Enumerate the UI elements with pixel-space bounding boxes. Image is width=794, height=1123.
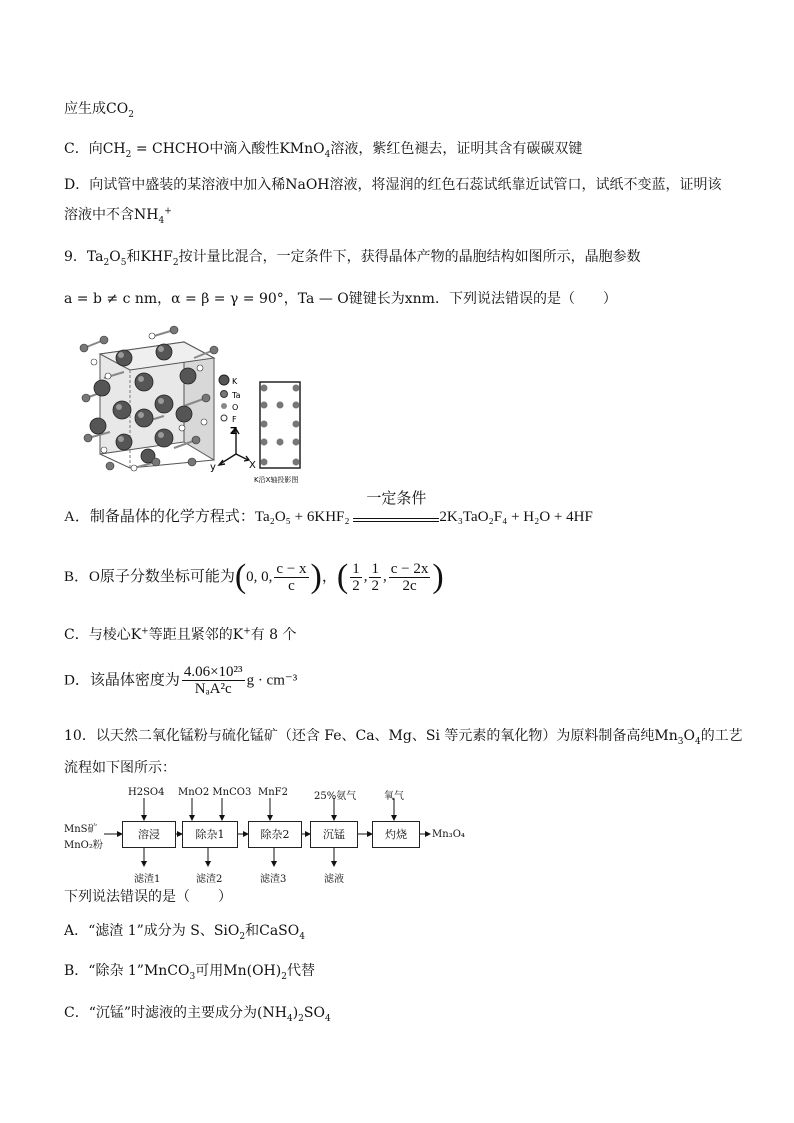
q10-question: 下列说法错误的是（ ） [64,889,232,905]
step-calcination: 灼烧 [372,821,420,848]
filtrate: 滤液 [324,874,344,885]
q10-option-a: A．“滤渣 1”成分为 S、SiO$_2$和CaSO$_4$ [64,923,305,942]
input-mns-ore: MnS矿 [64,824,98,835]
residue-2: 滤渣2 [196,874,223,885]
axis-z-label: Z [230,426,238,437]
reagent-mnf2: MnF2 [258,787,288,798]
q9-stem-line1: 9．$Ta_2O_5$和$KHF_2$按计量比混合，一定条件下，获得晶体产物的晶胞结构如图所示，晶胞参数 [64,249,641,268]
legend-k: K [232,377,238,386]
legend-f: F [232,415,237,424]
projection-caption: K沿X轴投影图 [254,476,299,484]
input-mno2-powder: MnO₂粉 [64,840,103,851]
axis-x-label: X [249,460,256,471]
reaction-condition: 一定条件 [366,490,427,507]
reagent-oxygen: 氧气 [384,791,404,802]
q9-stem-line2: a = b ≠ c nm，α = β = γ = 90°，Ta — O键键长为xnm．下列说法错误的是（ ） [64,291,617,307]
k-projection-diagram [260,382,300,468]
q10-option-b: B．“除杂 1”MnCO$_3$可用$Mn(OH)_2$代替 [64,963,315,982]
q10-stem-line1: 10．以天然二氧化锰粉与硫化锰矿（还含 Fe、Ca、Mg、Si 等元素的氧化物）为原料制备高纯$Mn_3O_4$的工艺 [64,728,743,747]
q8-option-d-line1: D．向试管中盛装的某溶液中加入稀NaOH溶液，将湿润的红色石蕊试纸靠近试管口，试纸不变蓝，证明该 [64,177,722,193]
q10-option-c: C．“沉锰”时滤液的主要成分为$(NH_4)_2SO_4$ [64,1005,331,1024]
legend-ta: Ta [232,391,241,400]
unit-cell-drawing [80,326,218,471]
reagent-ammonia: 25%氨气 [314,791,357,802]
legend-o: O [232,403,239,412]
atom-legend [219,375,241,424]
axis-y-label: y [210,462,216,473]
q9-option-a: A．制备晶体的化学方程式：Ta₂O₅ + 6KHF₂ 一定条件 2K₃TaO₂F₄ + H₂O + 4HF [64,490,593,525]
q8-option-c: C．向$CH_2$ = CHCHO中滴入酸性KMnO$_4$溶液，紫红色褪去，证明其含有碳碳双键 [64,141,583,160]
crystal-structure-figure [64,318,404,486]
residue-1: 滤渣1 [134,874,161,885]
step-purify-1: 除杂1 [182,821,238,848]
step-leaching: 溶浸 [122,821,176,848]
q9-option-c: C．与棱心K+等距且紧邻的K+有 8 个 [64,626,297,643]
q10-stem-line2: 流程如下图所示： [64,760,176,776]
q8-option-d-line2: 溶液中不含$NH_4^+$ [64,206,172,226]
q9-option-d: D．该晶体密度为 $\frac{\text{4.06×10²³}}{\text{NₐA²c}}$ g · cm⁻³ [64,664,298,697]
product-mn3o4: Mn₃O₄ [432,829,465,840]
step-mn-precipitation: 沉锰 [310,821,358,848]
step-purify-2: 除杂2 [248,821,302,848]
reagent-mno2-mnco3: MnO2 MnCO3 [178,787,252,798]
reagent-h2so4: H2SO4 [128,787,165,798]
residue-3: 滤渣3 [260,874,287,885]
line-top: 应生成$CO_2$ [64,101,134,120]
q9-option-b: B．O原子分数坐标可能为(0, 0, $\frac{c - x}{c}$ )，( $\frac{1}{2}$ , $\frac{1}{2}$ , $\frac{c - 2x}{2c}$ ) [64,558,444,595]
